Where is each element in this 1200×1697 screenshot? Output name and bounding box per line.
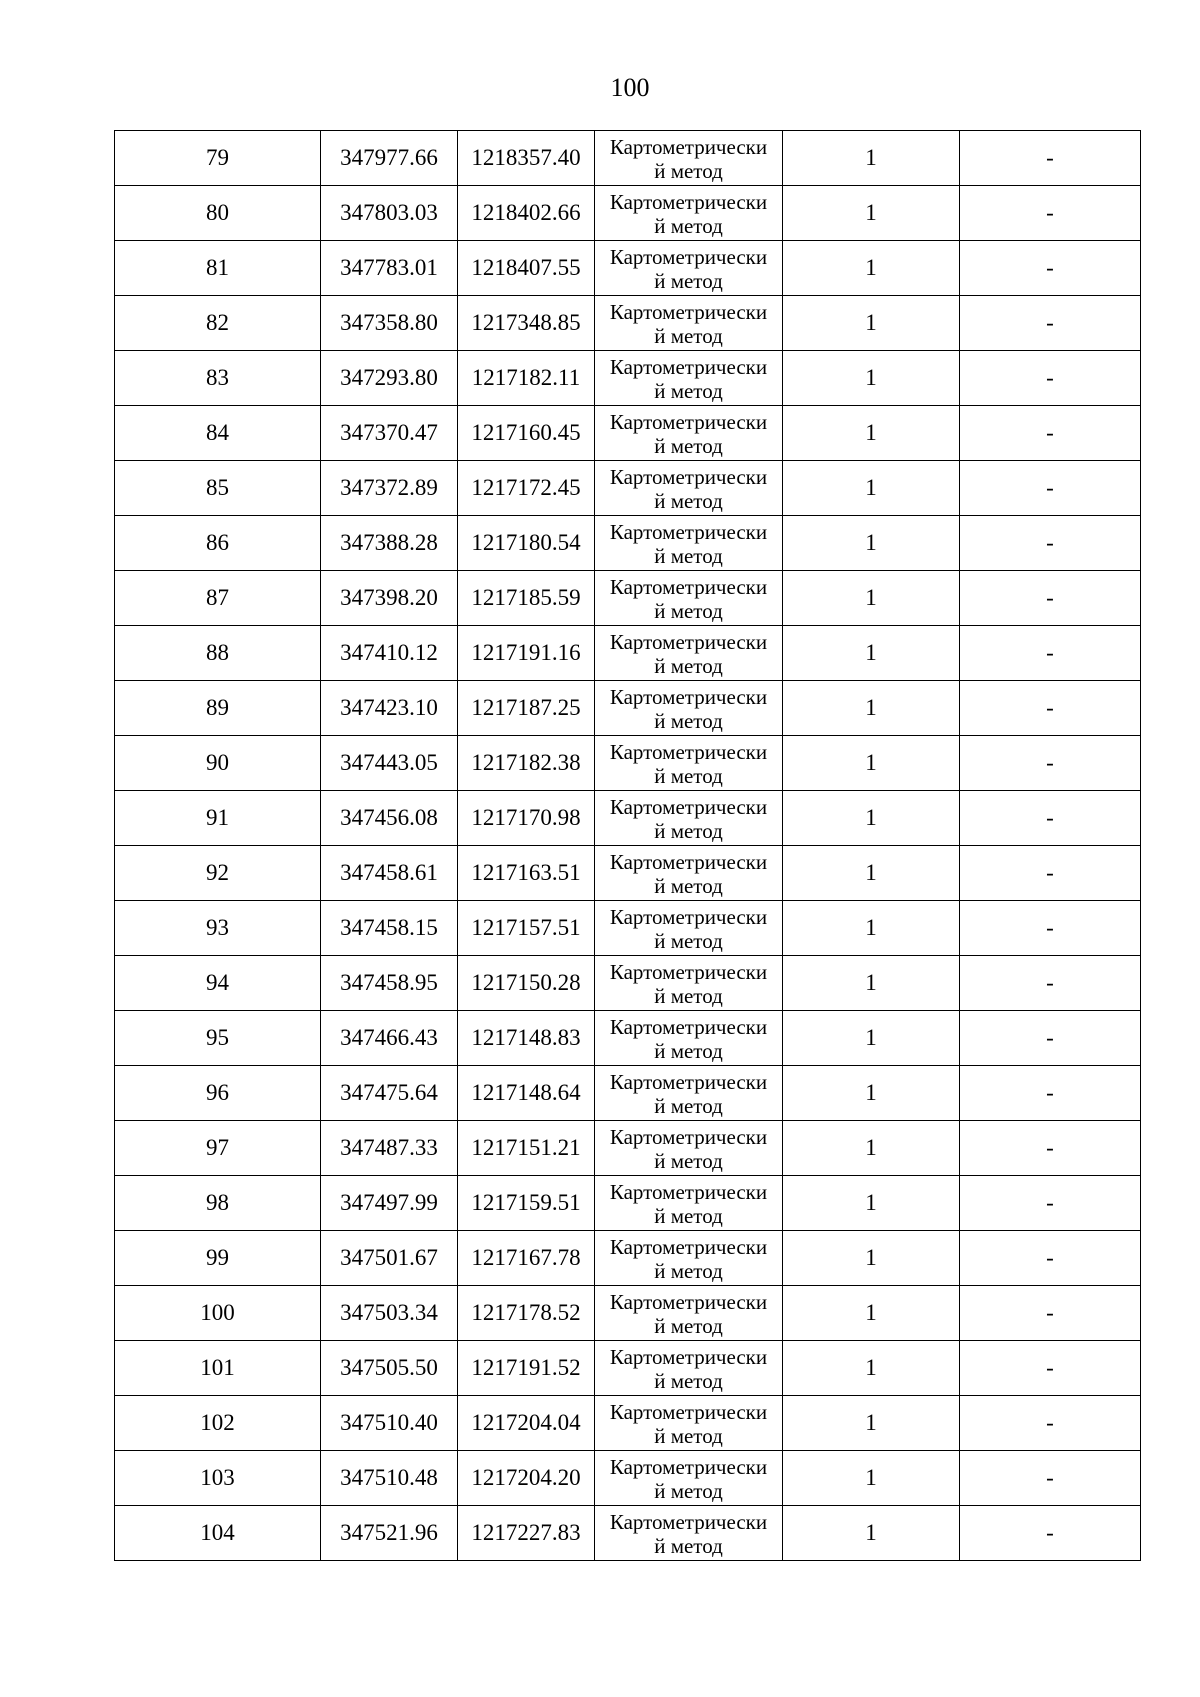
method-cell <box>595 1341 783 1396</box>
table-row <box>115 736 1141 791</box>
y-coordinate-cell: 1217148.64 <box>458 1066 595 1121</box>
table-row <box>115 956 1141 1011</box>
accuracy-cell: 1 <box>783 626 960 681</box>
method-cell <box>595 1066 783 1121</box>
y-coordinate-cell: 1217182.11 <box>458 351 595 406</box>
table-row <box>115 1451 1141 1506</box>
accuracy-cell: 1 <box>783 241 960 296</box>
accuracy-cell: 1 <box>783 461 960 516</box>
method-cell <box>595 516 783 571</box>
y-coordinate-cell: 1217178.52 <box>458 1286 595 1341</box>
table-row <box>115 571 1141 626</box>
y-coordinate-cell: 1217191.52 <box>458 1341 595 1396</box>
description-cell: - <box>960 241 1141 296</box>
accuracy-cell: 1 <box>783 1066 960 1121</box>
description-cell: - <box>960 406 1141 461</box>
method-line-1: Картометрически <box>609 189 768 214</box>
accuracy-cell: 1 <box>783 846 960 901</box>
accuracy-cell: 1 <box>783 681 960 736</box>
method-line-1: Картометрически <box>609 684 768 709</box>
table-row <box>115 1066 1141 1121</box>
accuracy-cell: 1 <box>783 571 960 626</box>
point-number-cell: 98 <box>115 1176 321 1231</box>
point-number-cell: 101 <box>115 1341 321 1396</box>
x-coordinate-cell: 347510.40 <box>321 1396 458 1451</box>
method-line-2: й метод <box>654 653 723 678</box>
method-line-2: й метод <box>654 1533 723 1558</box>
x-coordinate-cell: 347510.48 <box>321 1451 458 1506</box>
point-number-cell: 87 <box>115 571 321 626</box>
table-row <box>115 186 1141 241</box>
y-coordinate-cell: 1217191.16 <box>458 626 595 681</box>
method-cell <box>595 626 783 681</box>
method-line-1: Картометрически <box>609 354 768 379</box>
x-coordinate-cell: 347456.08 <box>321 791 458 846</box>
accuracy-cell: 1 <box>783 186 960 241</box>
description-cell: - <box>960 296 1141 351</box>
point-number-cell: 103 <box>115 1451 321 1506</box>
table-row <box>115 1286 1141 1341</box>
description-cell: - <box>960 516 1141 571</box>
point-number-cell: 86 <box>115 516 321 571</box>
y-coordinate-cell: 1218357.40 <box>458 131 595 186</box>
point-number-cell: 93 <box>115 901 321 956</box>
table-row <box>115 1121 1141 1176</box>
y-coordinate-cell: 1217170.98 <box>458 791 595 846</box>
table-row <box>115 846 1141 901</box>
y-coordinate-cell: 1217151.21 <box>458 1121 595 1176</box>
y-coordinate-cell: 1217163.51 <box>458 846 595 901</box>
method-cell <box>595 1396 783 1451</box>
accuracy-cell: 1 <box>783 1341 960 1396</box>
method-line-1: Картометрически <box>609 134 768 159</box>
y-coordinate-cell: 1217182.38 <box>458 736 595 791</box>
method-cell <box>595 571 783 626</box>
point-number-cell: 88 <box>115 626 321 681</box>
method-line-1: Картометрически <box>609 794 768 819</box>
point-number-cell: 82 <box>115 296 321 351</box>
x-coordinate-cell: 347443.05 <box>321 736 458 791</box>
point-number-cell: 83 <box>115 351 321 406</box>
table-row <box>115 791 1141 846</box>
point-number-cell: 90 <box>115 736 321 791</box>
method-line-1: Картометрически <box>609 299 768 324</box>
y-coordinate-cell: 1217150.28 <box>458 956 595 1011</box>
x-coordinate-cell: 347803.03 <box>321 186 458 241</box>
table-row <box>115 406 1141 461</box>
description-cell: - <box>960 186 1141 241</box>
method-line-1: Картометрически <box>609 849 768 874</box>
y-coordinate-cell: 1217348.85 <box>458 296 595 351</box>
x-coordinate-cell: 347501.67 <box>321 1231 458 1286</box>
table-row <box>115 1011 1141 1066</box>
accuracy-cell: 1 <box>783 1121 960 1176</box>
accuracy-cell: 1 <box>783 901 960 956</box>
y-coordinate-cell: 1217185.59 <box>458 571 595 626</box>
accuracy-cell: 1 <box>783 296 960 351</box>
accuracy-cell: 1 <box>783 351 960 406</box>
description-cell: - <box>960 1286 1141 1341</box>
method-cell <box>595 901 783 956</box>
accuracy-cell: 1 <box>783 1286 960 1341</box>
y-coordinate-cell: 1217172.45 <box>458 461 595 516</box>
method-line-2: й метод <box>654 928 723 953</box>
method-line-1: Картометрически <box>609 1344 768 1369</box>
description-cell: - <box>960 461 1141 516</box>
method-cell <box>595 1176 783 1231</box>
y-coordinate-cell: 1217148.83 <box>458 1011 595 1066</box>
x-coordinate-cell: 347487.33 <box>321 1121 458 1176</box>
method-cell <box>595 351 783 406</box>
method-line-1: Картометрически <box>609 904 768 929</box>
description-cell: - <box>960 1506 1141 1561</box>
table-row <box>115 1341 1141 1396</box>
x-coordinate-cell: 347370.47 <box>321 406 458 461</box>
method-line-1: Картометрически <box>609 464 768 489</box>
accuracy-cell: 1 <box>783 131 960 186</box>
method-line-1: Картометрически <box>609 739 768 764</box>
description-cell: - <box>960 736 1141 791</box>
accuracy-cell: 1 <box>783 1396 960 1451</box>
point-number-cell: 81 <box>115 241 321 296</box>
x-coordinate-cell: 347398.20 <box>321 571 458 626</box>
method-cell <box>595 186 783 241</box>
method-line-2: й метод <box>654 1423 723 1448</box>
method-line-2: й метод <box>654 213 723 238</box>
description-cell: - <box>960 571 1141 626</box>
method-line-2: й метод <box>654 323 723 348</box>
point-number-cell: 80 <box>115 186 321 241</box>
x-coordinate-cell: 347458.15 <box>321 901 458 956</box>
accuracy-cell: 1 <box>783 736 960 791</box>
point-number-cell: 91 <box>115 791 321 846</box>
method-cell <box>595 956 783 1011</box>
description-cell: - <box>960 1011 1141 1066</box>
y-coordinate-cell: 1217187.25 <box>458 681 595 736</box>
description-cell: - <box>960 1121 1141 1176</box>
description-cell: - <box>960 131 1141 186</box>
accuracy-cell: 1 <box>783 1451 960 1506</box>
description-cell: - <box>960 1451 1141 1506</box>
description-cell: - <box>960 626 1141 681</box>
method-line-2: й метод <box>654 268 723 293</box>
table-row <box>115 516 1141 571</box>
method-cell <box>595 296 783 351</box>
method-line-2: й метод <box>654 488 723 513</box>
method-cell <box>595 1231 783 1286</box>
x-coordinate-cell: 347410.12 <box>321 626 458 681</box>
y-coordinate-cell: 1218402.66 <box>458 186 595 241</box>
accuracy-cell: 1 <box>783 1176 960 1231</box>
method-line-1: Картометрически <box>609 1234 768 1259</box>
point-number-cell: 95 <box>115 1011 321 1066</box>
method-line-2: й метод <box>654 1478 723 1503</box>
method-line-1: Картометрически <box>609 1179 768 1204</box>
point-number-cell: 102 <box>115 1396 321 1451</box>
point-number-cell: 84 <box>115 406 321 461</box>
x-coordinate-cell: 347521.96 <box>321 1506 458 1561</box>
accuracy-cell: 1 <box>783 956 960 1011</box>
point-number-cell: 79 <box>115 131 321 186</box>
method-line-1: Картометрически <box>609 1454 768 1479</box>
x-coordinate-cell: 347358.80 <box>321 296 458 351</box>
point-number-cell: 94 <box>115 956 321 1011</box>
method-cell <box>595 681 783 736</box>
table-row <box>115 901 1141 956</box>
point-number-cell: 89 <box>115 681 321 736</box>
point-number-cell: 104 <box>115 1506 321 1561</box>
method-line-2: й метод <box>654 1258 723 1283</box>
description-cell: - <box>960 956 1141 1011</box>
table-row <box>115 241 1141 296</box>
method-line-2: й метод <box>654 983 723 1008</box>
x-coordinate-cell: 347423.10 <box>321 681 458 736</box>
x-coordinate-cell: 347388.28 <box>321 516 458 571</box>
method-cell <box>595 406 783 461</box>
method-line-1: Картометрически <box>609 574 768 599</box>
method-line-1: Картометрически <box>609 629 768 654</box>
method-cell <box>595 241 783 296</box>
method-line-2: й метод <box>654 873 723 898</box>
method-line-2: й метод <box>654 378 723 403</box>
point-number-cell: 92 <box>115 846 321 901</box>
method-line-1: Картометрически <box>609 1289 768 1314</box>
accuracy-cell: 1 <box>783 406 960 461</box>
accuracy-cell: 1 <box>783 516 960 571</box>
method-line-2: й метод <box>654 433 723 458</box>
x-coordinate-cell: 347977.66 <box>321 131 458 186</box>
accuracy-cell: 1 <box>783 1011 960 1066</box>
method-line-2: й метод <box>654 1203 723 1228</box>
method-line-2: й метод <box>654 598 723 623</box>
description-cell: - <box>960 1231 1141 1286</box>
y-coordinate-cell: 1217204.20 <box>458 1451 595 1506</box>
y-coordinate-cell: 1217180.54 <box>458 516 595 571</box>
x-coordinate-cell: 347466.43 <box>321 1011 458 1066</box>
method-cell <box>595 736 783 791</box>
y-coordinate-cell: 1217160.45 <box>458 406 595 461</box>
description-cell: - <box>960 681 1141 736</box>
y-coordinate-cell: 1218407.55 <box>458 241 595 296</box>
method-cell <box>595 131 783 186</box>
y-coordinate-cell: 1217159.51 <box>458 1176 595 1231</box>
table-row <box>115 131 1141 186</box>
table-row <box>115 1396 1141 1451</box>
table-row <box>115 1506 1141 1561</box>
x-coordinate-cell: 347475.64 <box>321 1066 458 1121</box>
x-coordinate-cell: 347503.34 <box>321 1286 458 1341</box>
method-line-2: й метод <box>654 1038 723 1063</box>
x-coordinate-cell: 347372.89 <box>321 461 458 516</box>
accuracy-cell: 1 <box>783 791 960 846</box>
x-coordinate-cell: 347497.99 <box>321 1176 458 1231</box>
x-coordinate-cell: 347458.95 <box>321 956 458 1011</box>
x-coordinate-cell: 347293.80 <box>321 351 458 406</box>
table-row <box>115 681 1141 736</box>
method-line-1: Картометрически <box>609 1014 768 1039</box>
y-coordinate-cell: 1217204.04 <box>458 1396 595 1451</box>
point-number-cell: 85 <box>115 461 321 516</box>
coordinates-table-body <box>115 131 1141 1561</box>
x-coordinate-cell: 347458.61 <box>321 846 458 901</box>
point-number-cell: 96 <box>115 1066 321 1121</box>
table-row <box>115 461 1141 516</box>
method-line-1: Картометрически <box>609 1399 768 1424</box>
method-line-2: й метод <box>654 1148 723 1173</box>
description-cell: - <box>960 1341 1141 1396</box>
description-cell: - <box>960 1396 1141 1451</box>
table-row <box>115 296 1141 351</box>
description-cell: - <box>960 901 1141 956</box>
method-line-1: Картометрически <box>609 959 768 984</box>
method-line-1: Картометрически <box>609 1124 768 1149</box>
y-coordinate-cell: 1217227.83 <box>458 1506 595 1561</box>
method-line-1: Картометрически <box>609 1069 768 1094</box>
method-line-1: Картометрически <box>609 1509 768 1534</box>
y-coordinate-cell: 1217157.51 <box>458 901 595 956</box>
method-line-1: Картометрически <box>609 244 768 269</box>
description-cell: - <box>960 1176 1141 1231</box>
point-number-cell: 99 <box>115 1231 321 1286</box>
table-row <box>115 1231 1141 1286</box>
method-line-1: Картометрически <box>609 519 768 544</box>
table-row <box>115 626 1141 681</box>
table-row <box>115 351 1141 406</box>
method-line-2: й метод <box>654 763 723 788</box>
method-cell <box>595 1011 783 1066</box>
table-row <box>115 1176 1141 1231</box>
point-number-cell: 97 <box>115 1121 321 1176</box>
page-number: 100 <box>610 73 650 102</box>
method-line-2: й метод <box>654 158 723 183</box>
method-cell <box>595 846 783 901</box>
method-cell <box>595 1451 783 1506</box>
point-number-cell: 100 <box>115 1286 321 1341</box>
x-coordinate-cell: 347505.50 <box>321 1341 458 1396</box>
y-coordinate-cell: 1217167.78 <box>458 1231 595 1286</box>
method-line-2: й метод <box>654 708 723 733</box>
method-line-2: й метод <box>654 543 723 568</box>
description-cell: - <box>960 846 1141 901</box>
accuracy-cell: 1 <box>783 1231 960 1286</box>
method-cell <box>595 1121 783 1176</box>
method-cell <box>595 1286 783 1341</box>
method-line-2: й метод <box>654 1313 723 1338</box>
method-cell <box>595 461 783 516</box>
accuracy-cell: 1 <box>783 1506 960 1561</box>
method-line-2: й метод <box>654 818 723 843</box>
description-cell: - <box>960 1066 1141 1121</box>
description-cell: - <box>960 351 1141 406</box>
description-cell: - <box>960 791 1141 846</box>
x-coordinate-cell: 347783.01 <box>321 241 458 296</box>
method-cell <box>595 791 783 846</box>
method-line-1: Картометрически <box>609 409 768 434</box>
coordinates-table <box>114 130 1141 1561</box>
method-cell <box>595 1506 783 1561</box>
method-line-2: й метод <box>654 1368 723 1393</box>
method-line-2: й метод <box>654 1093 723 1118</box>
